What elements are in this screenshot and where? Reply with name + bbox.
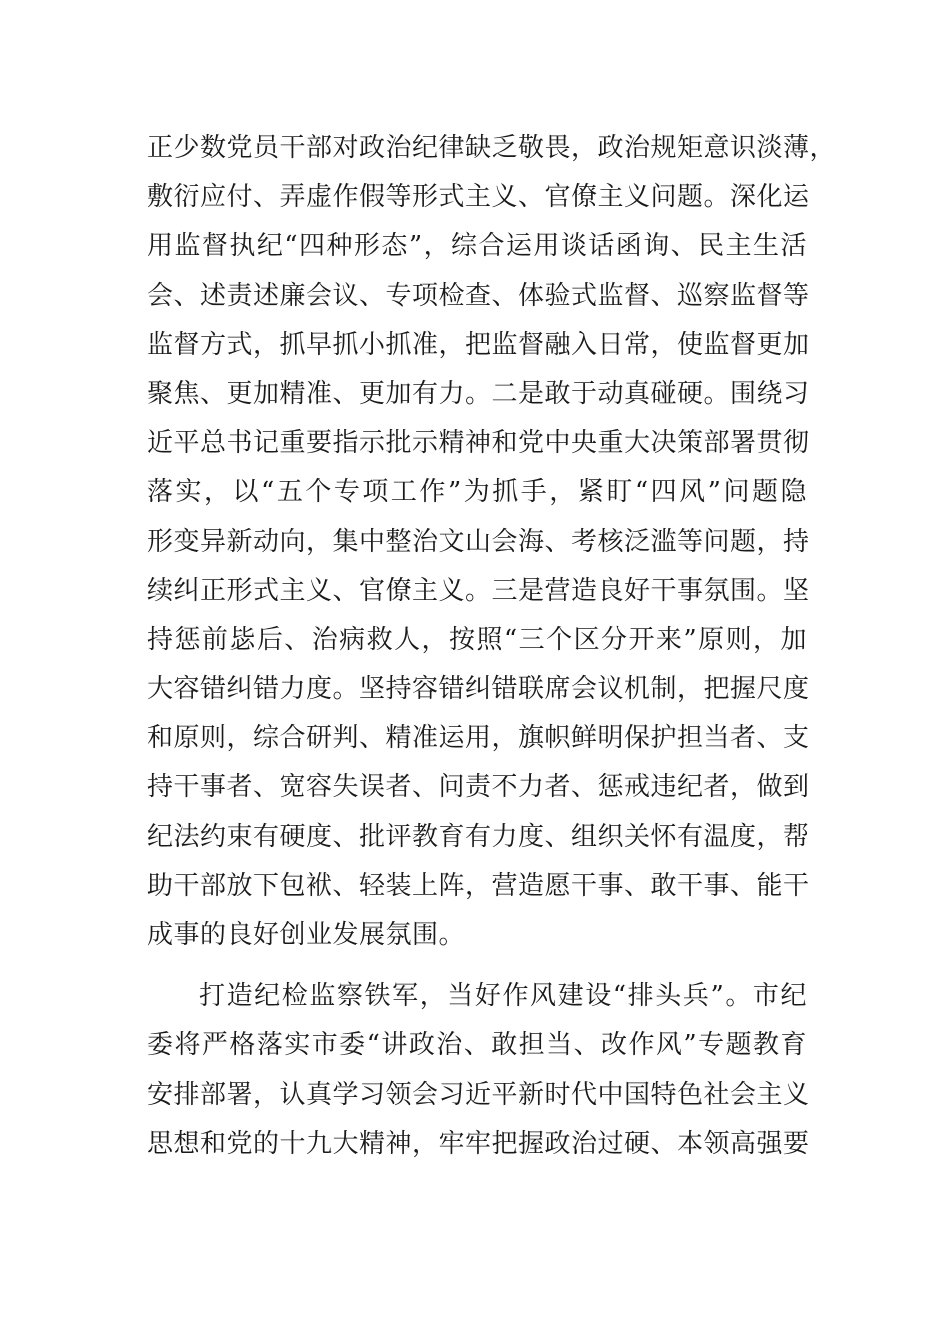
- paragraph-2: [147, 972, 810, 1169]
- text-line: 用监督执纪“四种形态”，综合运用谈话函询、民主生活: [147, 231, 807, 262]
- text-line: 持惩前毖后、治病救人，按照“三个区分开来”原则，加: [147, 624, 807, 655]
- text-line: 委将严格落实市委“讲政治、敢担当、改作风”专题教育: [147, 1030, 807, 1061]
- text-line: 持干事者、宽容失误者、问责不力者、惩戒违纪者，做到: [147, 772, 810, 803]
- document-body: [147, 124, 837, 1169]
- text-line: 落实，以“五个专项工作”为抓手，紧盯“四风”问题隐: [147, 477, 807, 508]
- text-line: 敷衍应付、弄虚作假等形式主义、官僚主义问题。深化运: [147, 182, 810, 213]
- text-line: 监督方式，抓早抓小抓准，把监督融入日常，使监督更加: [147, 329, 810, 360]
- text-line: 和原则，综合研判、精准运用，旗帜鲜明保护担当者、支: [147, 723, 810, 754]
- text-line: 大容错纠错力度。坚持容错纠错联席会议机制，把握尺度: [147, 674, 810, 705]
- paragraph-spacer: [147, 960, 807, 972]
- text-line: 正少数党员干部对政治纪律缺乏敬畏，政治规矩意识淡薄，: [147, 133, 837, 163]
- text-line: 形变异新动向，集中整治文山会海、考核泛滥等问题，持: [147, 526, 810, 557]
- paragraph-1: [147, 124, 837, 960]
- text-line: 续纠正形式主义、官僚主义。三是营造良好干事氛围。坚: [147, 575, 810, 606]
- text-line: 聚焦、更加精准、更加有力。二是敢于动真碰硬。围绕习: [147, 378, 810, 409]
- text-line: 安排部署，认真学习领会习近平新时代中国特色社会主义: [147, 1079, 810, 1110]
- text-line: 会、述责述廉会议、专项检查、体验式监督、巡察监督等: [147, 280, 810, 311]
- text-line: 成事的良好创业发展氛围。: [147, 920, 466, 950]
- text-line: 近平总书记重要指示批示精神和党中央重大决策部署贯彻: [147, 428, 810, 459]
- text-line: 打造纪检监察铁军，当好作风建设“排头兵”。市纪: [199, 981, 807, 1012]
- text-line: 纪法约束有硬度、批评教育有力度、组织关怀有温度，帮: [147, 821, 810, 852]
- text-line: 思想和党的十九大精神，牢牢把握政治过硬、本领高强要: [147, 1128, 810, 1159]
- text-line: 助干部放下包袱、轻装上阵，营造愿干事、敢干事、能干: [147, 870, 810, 901]
